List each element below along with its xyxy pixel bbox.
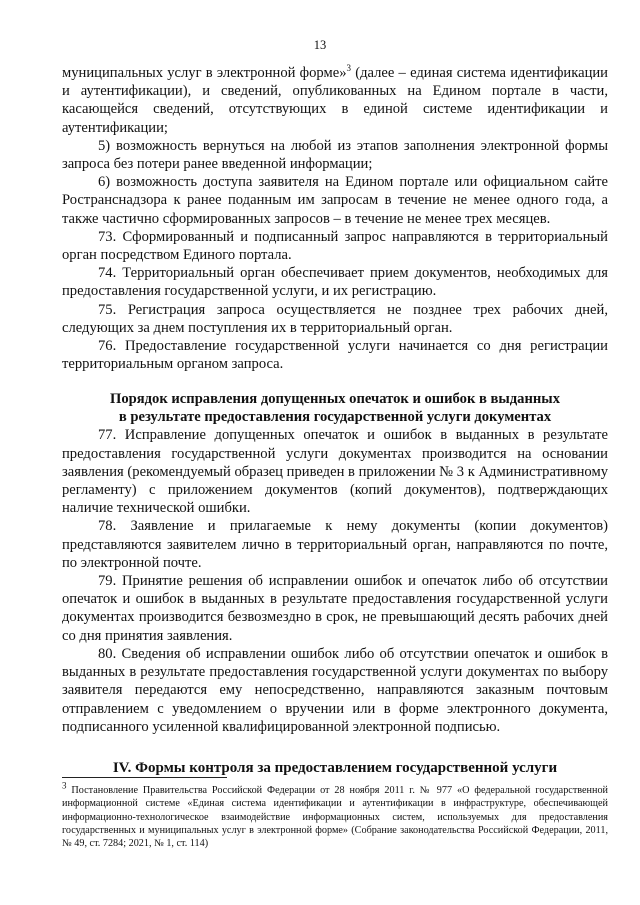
- paragraph-item-5: 5) возможность вернуться на любой из этапов заполнения электронной формы запроса без потери ранее введенной информации;: [62, 137, 608, 173]
- paragraph-77: 77. Исправление допущенных опечаток и ошибок в выданных в результате предоставления государственной услуги документах производится на основании заявления (рекомендуемый образец приведен в приложении № 3 к Административному регламенту) с приложением документов (копий документов), подтверждающих наличие технической ошибки.: [62, 427, 608, 517]
- paragraph-continuation: [62, 64, 608, 137]
- paragraph-text: муниципальных услуг в электронной форме»: [62, 65, 347, 81]
- chapter-heading: IV. Формы контроля за предоставлением государственной услуги: [112, 759, 558, 776]
- footnote: [62, 780, 608, 850]
- paragraph-74: 74. Территориальный орган обеспечивает прием документов, необходимых для предоставления государственной услуги, и их регистрацию.: [62, 265, 608, 300]
- paragraph-80: 80. Сведения об исправлении ошибок либо об отсутствии опечаток и ошибок в выданных в результате предоставления государственной услуги документах по выбору заявителя передаются ему непосредственно, направляются заказным почтовым отправлением с уведомлением о вручении или в форме электронного документа, подписанного усиленной квалифицированной электронной подписью.: [62, 645, 608, 735]
- footnote-text: Постановление Правительства Российской Федерации от 28 ноября 2011 г. № 977 «О федеральной государственной информационной системе «Единая система идентификации и аутентификации в инфраструктуре, обеспечивающей информационно-технологическое взаимодействие информационных систем, используемых для предоставления государственных и муниципальных услуг в электронной форме» (Собрание законодательства Российской Федерации, 2011, № 49, ст. 7284; 2021, № 1, ст. 114): [62, 785, 608, 850]
- footnote-reference: 3: [346, 63, 351, 74]
- section-heading: [62, 391, 608, 426]
- footnote-marker: 3: [62, 780, 67, 791]
- section-heading-line: в результате предоставления государственной услуги документах: [118, 408, 552, 425]
- page-number: 13: [313, 38, 327, 52]
- paragraph-75: 75. Регистрация запроса осуществляется не позднее трех рабочих дней, следующих за днем поступления их в территориальный орган.: [62, 301, 608, 336]
- document-body: [62, 64, 608, 777]
- paragraph-76: 76. Предоставление государственной услуги начинается со дня регистрации территориальным органом запроса.: [62, 338, 608, 373]
- paragraph-79: 79. Принятие решения об исправлении ошибок и опечаток либо об отсутствии опечаток и ошибок в выданных в результате предоставления государственной услуги документах производится безвозмездно в срок, не превышающий десять рабочих дней со дня принятия заявления.: [62, 573, 608, 644]
- footnote-divider: [62, 777, 227, 778]
- paragraph-text: (далее – единая система идентификации и аутентификации), и сведений, опубликованных на Едином портале в части, касающейся сведений, отсутствующих в единой системе идентификации и аутентификации;: [62, 65, 608, 136]
- paragraph-78: 78. Заявление и прилагаемые к нему документы (копии документов) представляются заявителем лично в территориальный орган, направляются по почте, по электронной почте.: [62, 518, 608, 571]
- paragraph-73: 73. Сформированный и подписанный запрос направляются в территориальный орган посредством Единого портала.: [62, 228, 608, 264]
- section-heading-line: Порядок исправления допущенных опечаток и ошибок в выданных: [110, 391, 560, 408]
- paragraph-item-6: 6) возможность доступа заявителя на Едином портале или официальном сайте Ространснадзора к ранее поданным им запросам в течение не менее одного года, а также частично сформированных запросов – в течение не менее трех месяцев.: [62, 174, 608, 227]
